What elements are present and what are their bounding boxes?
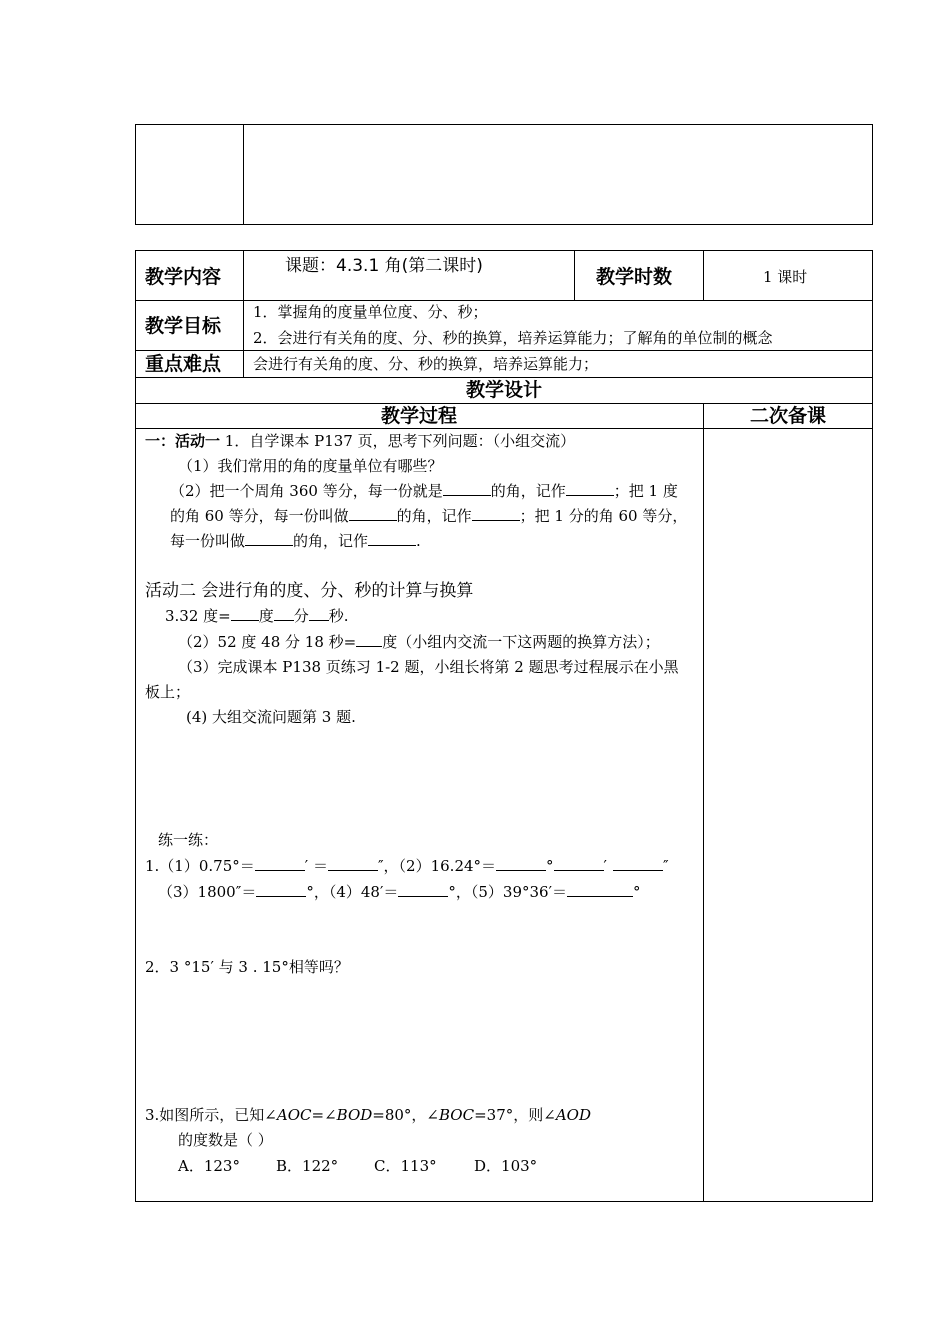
topic-title: 课题：4.3.1 角(第二课时) — [285, 256, 483, 276]
answer-blank[interactable] — [613, 856, 663, 871]
practice-title: 练一练： — [158, 831, 219, 849]
p-text: ′ ＝ — [304, 857, 328, 875]
goals-label: 教学目标 — [145, 315, 222, 337]
prep-header: 二次备课 — [749, 405, 826, 427]
activity2-title: 活动二 会进行角的度、分、秒的计算与换算 — [145, 581, 474, 601]
activity1-intro-text: 1．自学课本 P137 页，思考下列问题：（小组交流） — [220, 432, 576, 450]
q3-text: =37°，则∠ — [474, 1106, 556, 1124]
activity1-label: 一：活动一 — [145, 432, 221, 450]
row-divider — [135, 428, 873, 429]
a2-text: 度（小组内交流一下这两题的换算方法）； — [382, 633, 660, 651]
q2-text: ；把 1 分的角 60 等分， — [519, 507, 688, 525]
q3-angle: AOC — [276, 1106, 312, 1124]
top-table — [135, 124, 873, 225]
p-text: ′ — [603, 857, 607, 875]
practice-q3 — [145, 1105, 591, 1125]
activity1-q2-line2 — [170, 506, 687, 526]
a2-text: 度 — [258, 607, 274, 625]
design-title: 教学设计 — [465, 379, 542, 401]
practice-q3-line2: 的度数是（ ） — [178, 1131, 273, 1149]
key-text: 会进行有关角的度、分、秒的换算，培养运算能力； — [253, 355, 599, 373]
p-text: ° — [546, 857, 554, 875]
a2-text: 秒. — [328, 607, 349, 625]
q3-angle: AOD — [555, 1106, 591, 1124]
q3-angle: BOC — [439, 1106, 475, 1124]
q3-angle: BOD — [336, 1106, 373, 1124]
col-divider — [703, 403, 704, 1202]
row-divider — [135, 300, 873, 301]
q2-text: . — [416, 532, 421, 550]
row-divider — [135, 350, 873, 351]
q2-text: 每一份叫做 — [170, 532, 246, 550]
q2-text: ；把 1 度 — [613, 482, 678, 500]
answer-blank[interactable] — [566, 481, 614, 496]
answer-blank[interactable] — [496, 856, 546, 871]
p-text: ° — [633, 883, 641, 901]
option-d: D．103° — [474, 1157, 538, 1175]
process-header: 教学过程 — [380, 405, 457, 427]
answer-blank[interactable] — [443, 481, 491, 496]
goal-item: 2．会进行有关角的度、分、秒的换算，培养运算能力；了解角的单位制的概念 — [253, 329, 773, 347]
key-label: 重点难点 — [145, 353, 222, 375]
content-label: 教学内容 — [145, 266, 222, 288]
activity2-line1 — [165, 606, 349, 626]
answer-blank[interactable] — [255, 856, 305, 871]
q2-text: （2）把一个周角 360 等分，每一份就是 — [170, 482, 443, 500]
answer-blank[interactable] — [274, 606, 294, 621]
answer-blank[interactable] — [567, 882, 633, 897]
activity2-line3: （3）完成课本 P138 页练习 1-2 题，小组长将第 2 题思考过程展示在小黑 — [178, 658, 679, 676]
p-text: （3）1800″＝ — [158, 883, 257, 901]
q2-text: 的角，记作 — [396, 507, 472, 525]
answer-blank[interactable] — [356, 632, 382, 647]
a2-text: 3.32 度= — [165, 607, 231, 625]
answer-blank[interactable] — [256, 882, 306, 897]
option-b: B．122° — [276, 1157, 339, 1175]
q3-text: =∠ — [311, 1106, 337, 1124]
answer-blank[interactable] — [231, 606, 259, 621]
practice-line1 — [145, 856, 669, 876]
col-divider — [574, 250, 575, 300]
p-text: °，（4）48′＝ — [306, 883, 399, 901]
p-text: ″ — [662, 857, 669, 875]
answer-blank[interactable] — [368, 531, 416, 546]
practice-q2: 2．3 °15′ 与 3 . 15°相等吗？ — [145, 958, 349, 976]
activity1-intro — [145, 431, 575, 451]
a2-text: 分 — [293, 607, 309, 625]
goal-item: 1．掌握角的度量单位度、分、秒； — [253, 303, 488, 321]
answer-blank[interactable] — [328, 856, 378, 871]
answer-blank[interactable] — [245, 531, 293, 546]
p-text: °，（5）39°36′＝ — [448, 883, 567, 901]
q2-text: 的角 60 等分，每一份叫做 — [170, 507, 349, 525]
col-divider — [243, 250, 244, 377]
answer-blank[interactable] — [472, 506, 520, 521]
answer-blank[interactable] — [309, 606, 329, 621]
option-a: A．123° — [178, 1157, 240, 1175]
practice-line2 — [158, 882, 641, 902]
q3-text: =80°，∠ — [372, 1106, 439, 1124]
hours-value: 1 课时 — [763, 268, 808, 286]
activity2-line4: (4) 大组交流问题第 3 题. — [186, 708, 356, 726]
activity1-q1: （1）我们常用的角的度量单位有哪些？ — [178, 457, 443, 475]
p-text: 1.（1）0.75°＝ — [145, 857, 255, 875]
activity1-q2-line1 — [170, 481, 678, 501]
answer-blank[interactable] — [554, 856, 604, 871]
q3-text: 3.如图所示，已知∠ — [145, 1106, 277, 1124]
a2-text: （2）52 度 48 分 18 秒= — [178, 633, 357, 651]
top-table-divider — [243, 124, 244, 225]
hours-label: 教学时数 — [596, 266, 673, 288]
activity2-line2 — [178, 632, 660, 652]
option-c: C．113° — [374, 1157, 437, 1175]
answer-blank[interactable] — [349, 506, 397, 521]
answer-blank[interactable] — [398, 882, 448, 897]
activity1-q2-line3 — [170, 531, 421, 551]
col-divider — [703, 250, 704, 300]
activity2-line3b: 板上； — [145, 683, 191, 701]
p-text: ″，（2）16.24°＝ — [377, 857, 497, 875]
q2-text: 的角，记作 — [293, 532, 369, 550]
q2-text: 的角，记作 — [490, 482, 566, 500]
